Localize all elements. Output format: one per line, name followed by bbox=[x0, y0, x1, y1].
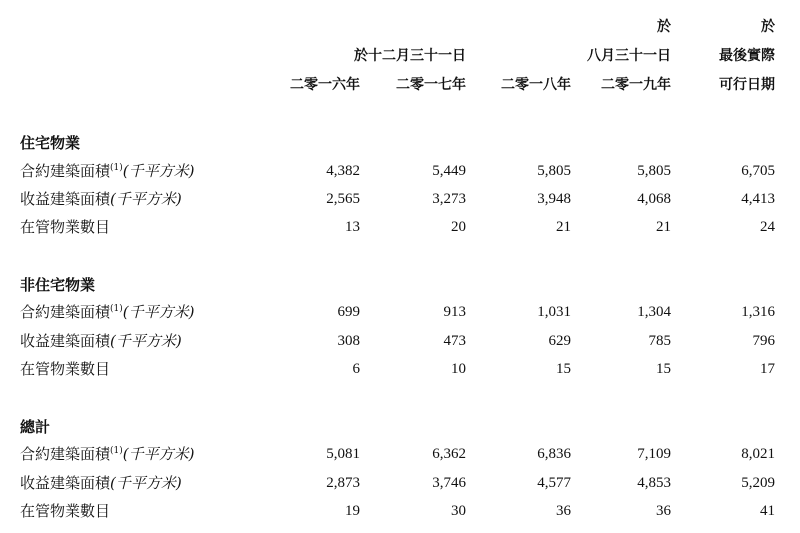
header-year-2019: 二零一九年 bbox=[601, 77, 671, 93]
table-row bbox=[0, 189, 800, 209]
cell-2017: 30 bbox=[451, 503, 466, 519]
cell-latest: 796 bbox=[752, 333, 775, 349]
cell-2017: 913 bbox=[443, 304, 466, 320]
cell-2019: 1,304 bbox=[637, 304, 671, 320]
row-label: 在管物業數目 bbox=[20, 218, 111, 236]
cell-2018: 4,577 bbox=[537, 475, 571, 491]
cell-latest: 8,021 bbox=[741, 446, 775, 462]
header-aug31-line2: 八月三十一日 bbox=[587, 48, 671, 64]
section-title-total: 總計 bbox=[20, 418, 51, 436]
cell-latest: 4,413 bbox=[741, 191, 775, 207]
cell-latest: 17 bbox=[760, 361, 775, 377]
cell-2016: 6 bbox=[352, 361, 360, 377]
cell-2019: 4,068 bbox=[637, 191, 671, 207]
header-dec31-span: 於十二月三十一日 bbox=[354, 48, 466, 64]
table-row bbox=[0, 473, 800, 493]
cell-2016: 19 bbox=[345, 503, 360, 519]
cell-2016: 5,081 bbox=[326, 446, 360, 462]
cell-2018: 629 bbox=[548, 333, 571, 349]
row-label: 收益建築面積(千平方米) bbox=[20, 190, 182, 208]
row-label: 合約建築面積$^{(1)}$(千平方米) bbox=[20, 445, 195, 463]
cell-2019: 5,805 bbox=[637, 163, 671, 179]
cell-2017: 20 bbox=[451, 219, 466, 235]
header-latest-line3: 可行日期 bbox=[719, 77, 775, 93]
cell-latest: 6,705 bbox=[741, 163, 775, 179]
cell-2019: 785 bbox=[648, 333, 671, 349]
table-row bbox=[0, 359, 800, 379]
cell-2017: 6,362 bbox=[432, 446, 466, 462]
cell-2018: 36 bbox=[556, 503, 571, 519]
cell-2018: 15 bbox=[556, 361, 571, 377]
table-row bbox=[0, 161, 800, 181]
row-label: 在管物業數目 bbox=[20, 502, 111, 520]
row-label: 合約建築面積$^{(1)}$(千平方米) bbox=[20, 162, 195, 180]
footnote-marker: (1) bbox=[110, 446, 123, 456]
table-row bbox=[0, 444, 800, 464]
row-label: 合約建築面積$^{(1)}$(千平方米) bbox=[20, 303, 195, 321]
header-latest-line2: 最後實際 bbox=[719, 48, 775, 64]
cell-2018: 21 bbox=[556, 219, 571, 235]
cell-latest: 1,316 bbox=[741, 304, 775, 320]
cell-2017: 10 bbox=[451, 361, 466, 377]
header-year-2017: 二零一七年 bbox=[396, 77, 466, 93]
header-latest-line1: 於 bbox=[761, 19, 775, 35]
cell-2019: 7,109 bbox=[637, 446, 671, 462]
header-aug31-line1: 於 bbox=[657, 19, 671, 35]
cell-2018: 6,836 bbox=[537, 446, 571, 462]
cell-latest: 24 bbox=[760, 219, 775, 235]
footnote-marker: (1) bbox=[110, 304, 123, 314]
cell-2016: 4,382 bbox=[326, 163, 360, 179]
cell-2017: 5,449 bbox=[432, 163, 466, 179]
row-label: 收益建築面積(千平方米) bbox=[20, 332, 182, 350]
cell-2017: 3,273 bbox=[432, 191, 466, 207]
section-title-non-residential: 非住宅物業 bbox=[20, 276, 96, 294]
cell-2016: 13 bbox=[345, 219, 360, 235]
cell-2016: 308 bbox=[337, 333, 360, 349]
table-row bbox=[0, 302, 800, 322]
cell-2018: 1,031 bbox=[537, 304, 571, 320]
row-label: 在管物業數目 bbox=[20, 360, 111, 378]
section-title-residential: 住宅物業 bbox=[20, 134, 81, 152]
row-label: 收益建築面積(千平方米) bbox=[20, 474, 182, 492]
table-row bbox=[0, 501, 800, 521]
cell-2016: 2,873 bbox=[326, 475, 360, 491]
table-row bbox=[0, 331, 800, 351]
cell-latest: 41 bbox=[760, 503, 775, 519]
header-year-2018: 二零一八年 bbox=[501, 77, 571, 93]
cell-2018: 5,805 bbox=[537, 163, 571, 179]
footnote-marker: (1) bbox=[110, 163, 123, 173]
table-row bbox=[0, 217, 800, 237]
cell-2018: 3,948 bbox=[537, 191, 571, 207]
cell-2019: 4,853 bbox=[637, 475, 671, 491]
header-year-2016: 二零一六年 bbox=[290, 77, 360, 93]
cell-2019: 15 bbox=[656, 361, 671, 377]
cell-2019: 21 bbox=[656, 219, 671, 235]
cell-2016: 699 bbox=[337, 304, 360, 320]
cell-2019: 36 bbox=[656, 503, 671, 519]
cell-2017: 473 bbox=[443, 333, 466, 349]
cell-latest: 5,209 bbox=[741, 475, 775, 491]
cell-2016: 2,565 bbox=[326, 191, 360, 207]
cell-2017: 3,746 bbox=[432, 475, 466, 491]
